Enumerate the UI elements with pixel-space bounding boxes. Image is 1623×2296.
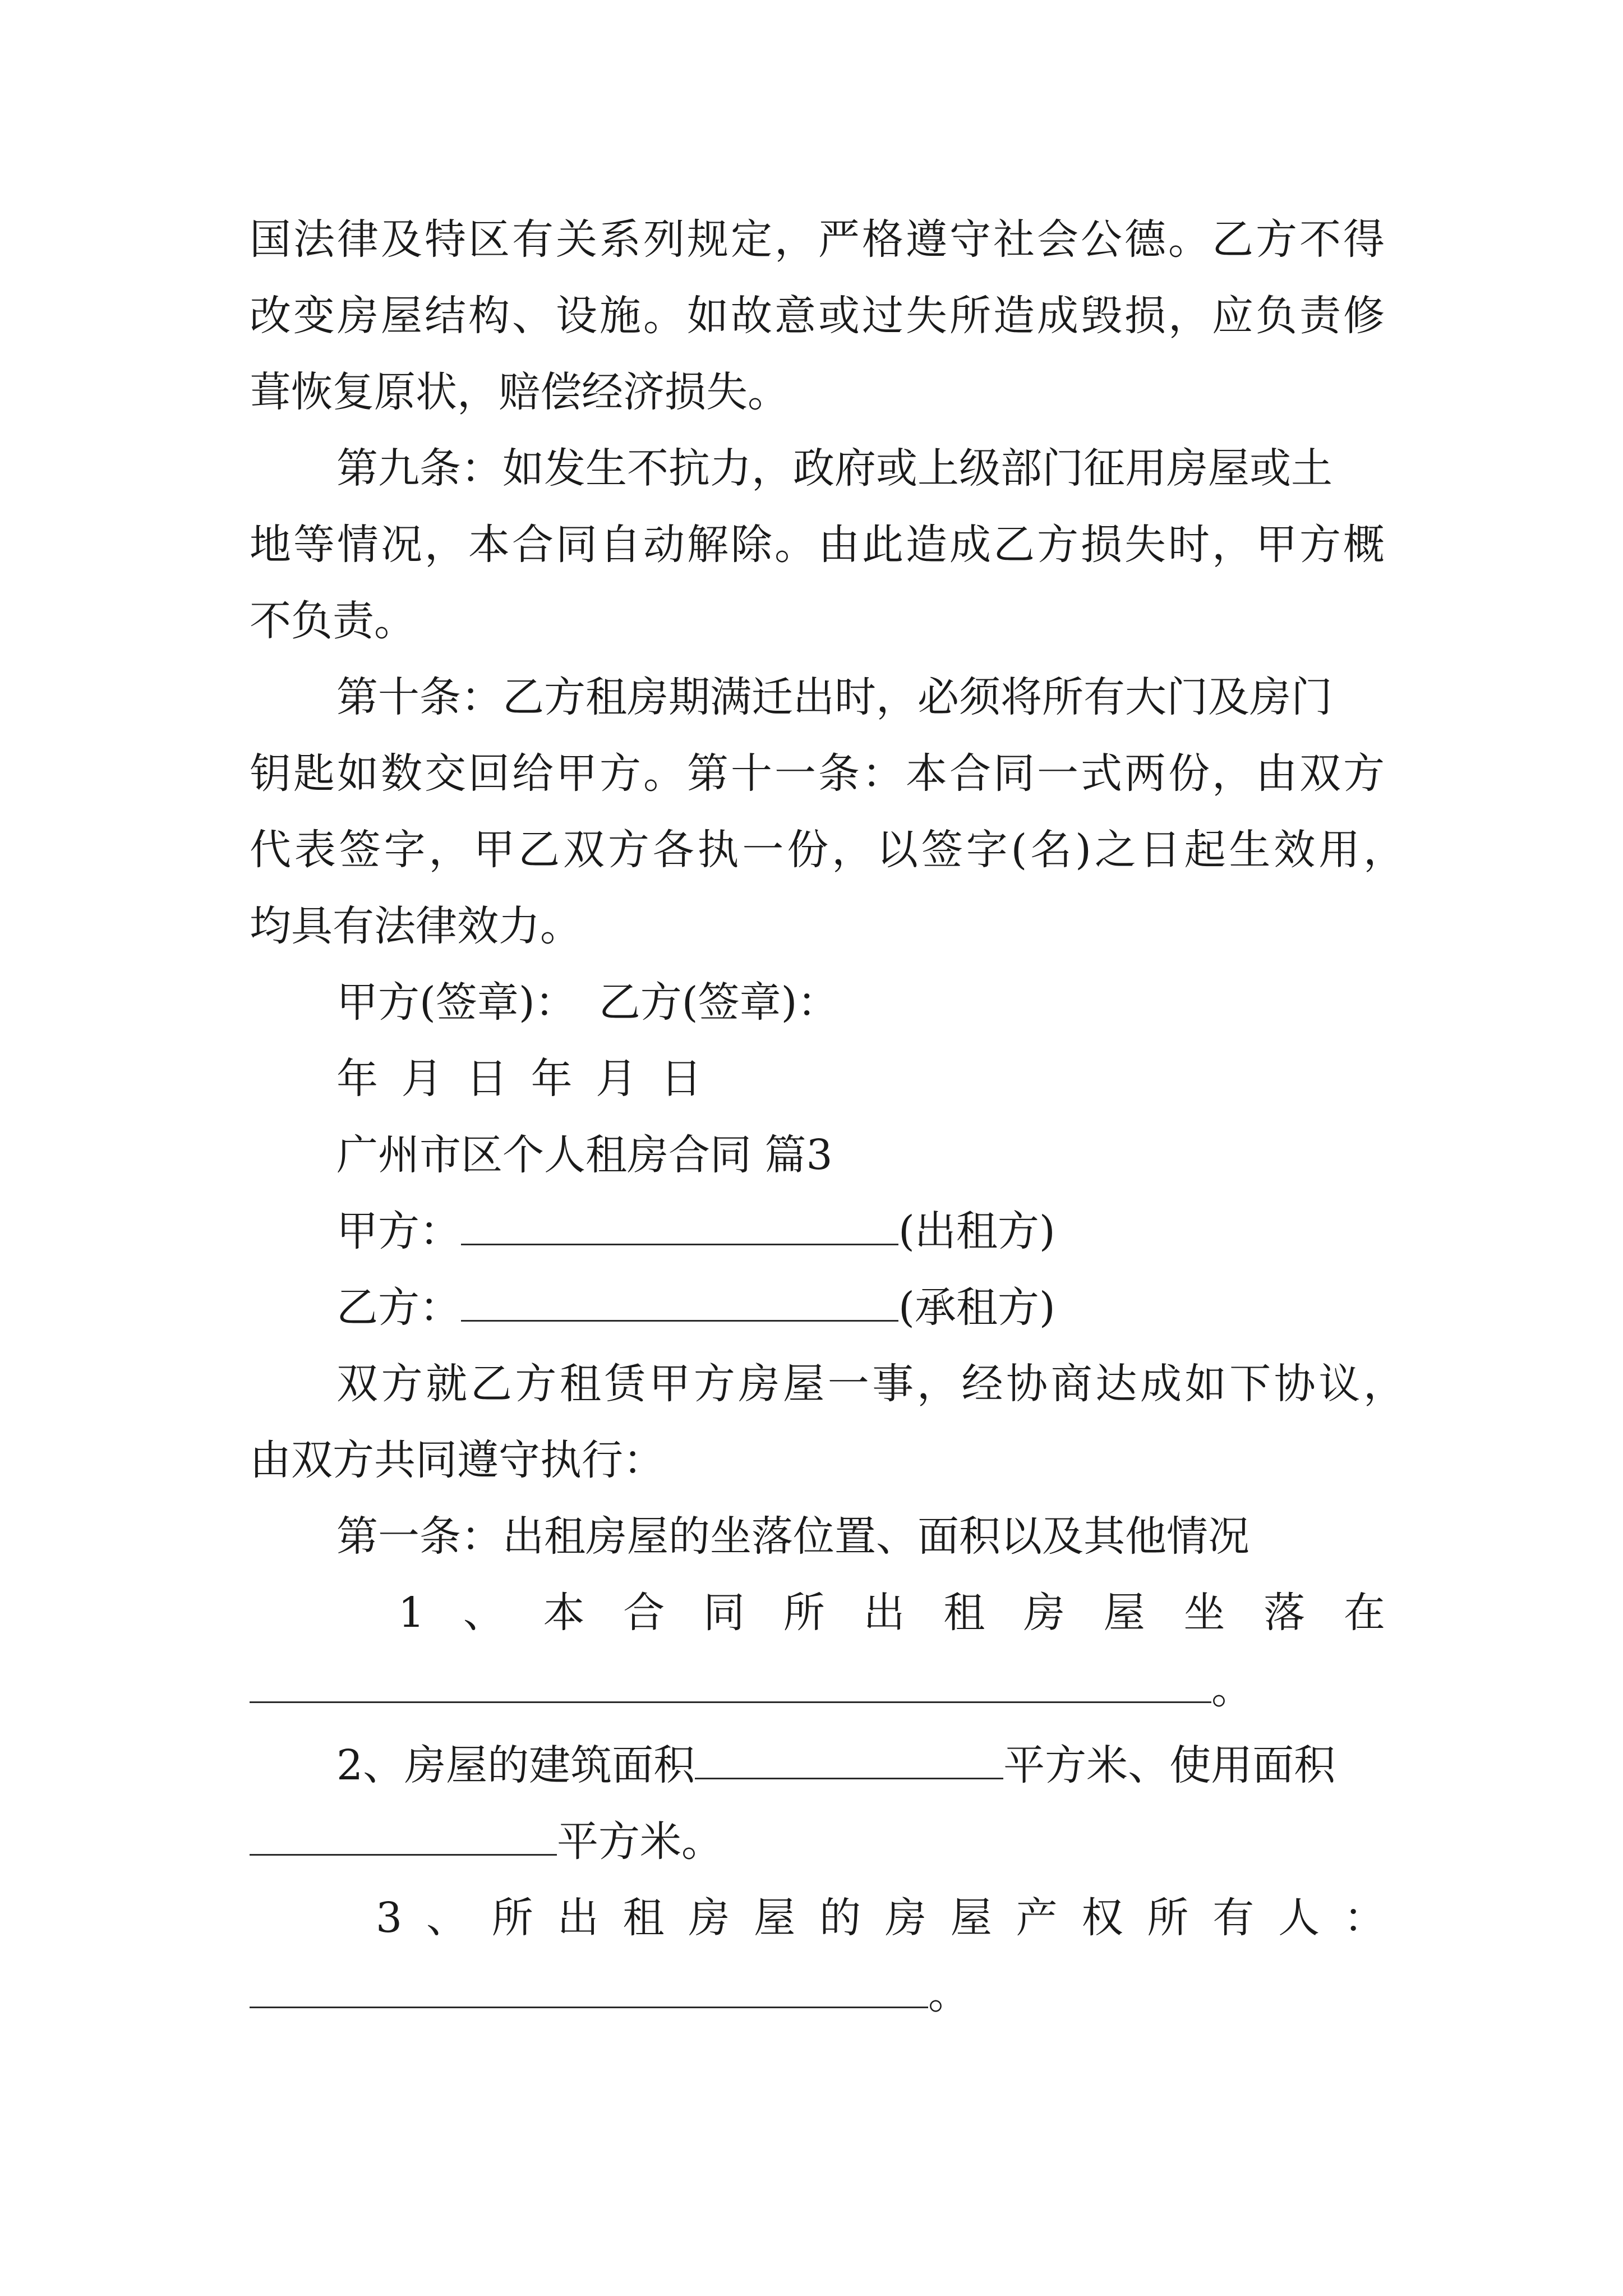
address-blank — [250, 1667, 1211, 1703]
period: 。 — [928, 1970, 970, 2018]
clause-3-owner-line — [250, 1969, 970, 2019]
paragraph-line: 国法律及特区有关系列规定，严格遵守社会公德。乙方不得 — [250, 215, 1385, 264]
square-meter-label: 平方米。 — [557, 1818, 723, 1866]
building-area-blank — [695, 1743, 1003, 1779]
clause-2-line — [336, 1740, 1335, 1791]
date-line: 年 月 日 年 月 日 — [336, 1055, 702, 1103]
article-9-line: 第九条：如发生不抗力，政府或上级部门征用房屋或土 — [336, 444, 1332, 493]
clause-3-line: 3、所出租房屋的房屋产权所有人： — [376, 1894, 1385, 1942]
clause-2-continued-line — [250, 1816, 723, 1867]
paragraph-line: 改变房屋结构、设施。如故意或过失所造成毁损，应负责修 — [250, 292, 1385, 340]
signature-line — [336, 977, 839, 1028]
paragraph-line: 双方就乙方租赁甲方房屋一事，经协商达成如下协议， — [336, 1360, 1405, 1408]
period: 。 — [1211, 1665, 1253, 1713]
paragraph-line: 不负责。 — [250, 597, 416, 645]
party-b-label: 乙方： — [336, 1283, 461, 1332]
owner-blank — [250, 1972, 928, 2008]
section-heading: 广州市区个人租房合同 篇3 — [336, 1131, 833, 1179]
party-b-blank — [461, 1285, 898, 1322]
party-b-line — [336, 1282, 1055, 1333]
paragraph-line: 由双方共同遵守执行： — [250, 1436, 665, 1484]
party-a-signature-label: 甲方(签章)： — [336, 978, 577, 1027]
party-a-line — [336, 1206, 1055, 1257]
party-a-label: 甲方： — [336, 1207, 461, 1255]
clause-1-line: 1、本合同所出租房屋坐落在 — [398, 1589, 1385, 1637]
paragraph-line: 葺恢复原状，赔偿经济损失。 — [250, 368, 789, 416]
usable-area-label: 平方米、使用面积 — [1003, 1741, 1336, 1789]
paragraph-line: 均具有法律效力。 — [250, 902, 582, 950]
article-1-line: 第一条：出租房屋的坐落位置、面积以及其他情况 — [336, 1512, 1249, 1561]
building-area-label: 2、房屋的建筑面积 — [336, 1741, 695, 1789]
usable-area-blank — [250, 1819, 557, 1856]
party-b-signature-label: 乙方(签章)： — [598, 978, 839, 1027]
article-10-line: 第十条：乙方租房期满迁出时，必须将所有大门及房门 — [336, 673, 1332, 721]
paragraph-line: 钥匙如数交回给甲方。第十一条：本合同一式两份，由双方 — [250, 749, 1385, 798]
paragraph-line: 地等情况，本合同自动解除。由此造成乙方损失时，甲方概 — [250, 521, 1385, 569]
party-a-blank — [461, 1209, 898, 1245]
party-b-role: (承租方) — [898, 1283, 1055, 1332]
party-a-role: (出租方) — [898, 1207, 1055, 1255]
paragraph-line: 代表签字，甲乙双方各执一份，以签字(名)之日起生效用， — [250, 826, 1405, 874]
clause-1-address-line — [250, 1664, 1253, 1714]
